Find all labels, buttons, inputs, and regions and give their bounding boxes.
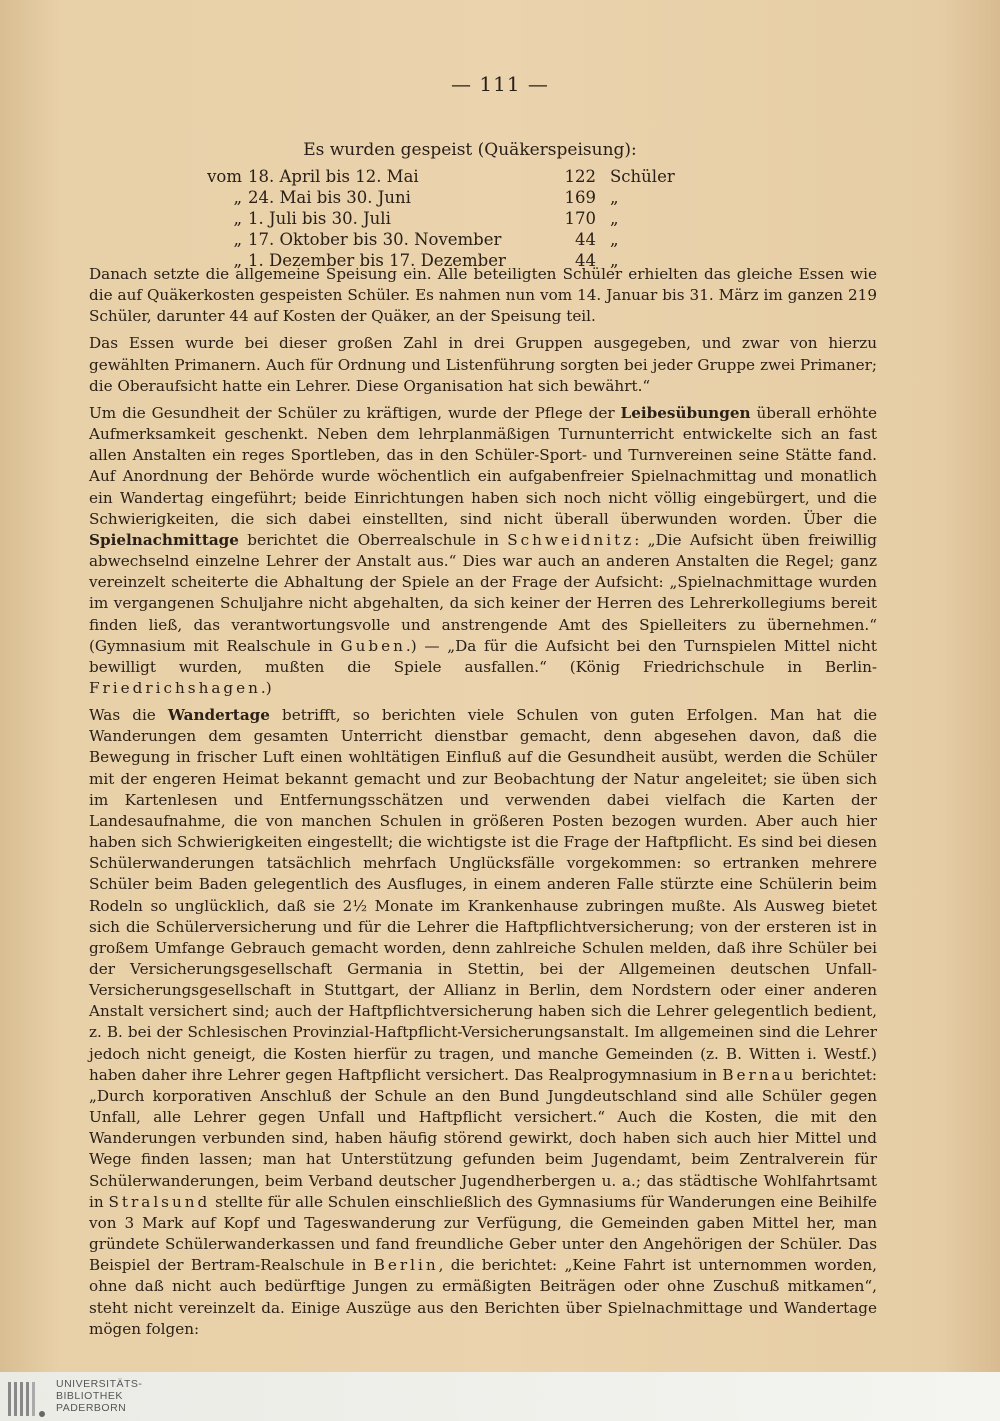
- keyword-spielnachmittage: Spielnachmittage: [89, 530, 239, 549]
- row-count: 122: [564, 167, 596, 186]
- row-unit: „: [610, 209, 619, 228]
- table-rows: [200, 166, 720, 271]
- text-run: : „Die Aufsicht üben freiwillig abwechselnd einzelne Lehrer der Anstalt aus.“ Dies war auch an anderen Anstalten die Regel; ganz vereinzelt scheiterte die Abhaltung der Spiele an der Frage der Aufsicht: „Spielnachmittage wurden im vergangenen Schuljahre nicht abgehalten, da sich keiner der Herren des Lehrerkollegiums bereit finden ließ, das verantwortungsvolle und anstrengende Amt des Spielleiters zu übernehmen.“ (Gymnasium mit Realschule in: [89, 530, 877, 655]
- row-period: 1. Juli bis 30. Juli: [248, 209, 391, 228]
- table-row: [200, 187, 720, 208]
- paragraph: [89, 705, 877, 1340]
- text-run: Was die: [89, 706, 168, 725]
- row-period: 24. Mai bis 30. Juni: [248, 188, 411, 207]
- text-run: .): [260, 678, 272, 697]
- row-prefix: vom: [207, 167, 242, 186]
- row-prefix: „: [233, 209, 242, 228]
- paragraph: [89, 403, 877, 699]
- page-number: — 111 —: [451, 72, 549, 96]
- row-prefix: „: [233, 251, 242, 270]
- row-count: 169: [564, 188, 596, 207]
- row-count: 44: [575, 251, 596, 270]
- text-run: stellte für alle Schulen einschließlich des Gymnasiums für Wanderungen eine Beihilfe von 3 Mark auf Kopf und Tageswanderung zur Verfügung, die Gemeinden gaben Mittel her, man gründete Schülerwanderkassen und fand freundliche Geber unter den Angehörigen der Schüler. Das Beispiel der Bertram-Realschule in: [89, 1192, 878, 1275]
- logo-line: BIBLIOTHEK: [56, 1390, 123, 1402]
- place-berlin: Berlin: [373, 1256, 439, 1275]
- row-count: 44: [575, 230, 596, 249]
- text-run: berichtet: „Durch korporativen Anschluß der Schule an den Bund Jungdeutschland sind alle Schüler gegen Unfall, alle Lehrer gegen Unfall und Haftpflicht versichert.“ Auch die Kosten, die mit den Wanderungen verbunden sind, haben häufig störend gewirkt, doch haben sich auch hier Mittel und Wege finden lassen; man hat Unterstützung gefunden beim Jugendamt, beim Zentralverein für Schülerwanderungen, beim Verband deutscher Jugendherbergen u. a.; das städtische Wohlfahrtsamt in: [89, 1065, 877, 1211]
- text-run: berichtet die Oberrealschule in: [238, 530, 508, 549]
- text-run: überall erhöhte Aufmerksamkeit geschenkt. Neben dem lehrplanmäßigen Turnunterricht entwickelte sich an fast allen Anstalten ein reges Sportleben, das in den Schüler-Sport- und Turnvereinen seine Stätte fand. Auf Anordnung der Behörde wurde wöchentlich ein aufgabenfreier Spielnachmittag und monatlich ein Wandertag eingeführt; beide Einrichtungen haben sich noch nicht völlig eingebürgert, und die Schwierigkeiten, die sich dabei einstellten, sind nicht überall überwunden worden. Über die: [89, 403, 877, 528]
- row-period: 18. April bis 12. Mai: [248, 167, 419, 186]
- text-run: betrifft, so berichten viele Schulen von guten Erfolgen. Man hat die Wanderungen dem gesamten Unterricht dienstbar gemacht, denn abgesehen davon, daß die Bewegung in frischer Luft einen wohltätigen Einfluß auf die Gesundheit ausübt, werden die Schüler mit der engeren Heimat bekannt gemacht und zur Beobachtung der Natur angeleitet; sie üben sich im Kartenlesen und Entfernungsschätzen und verwenden dabei vielfach die Karten der Landesaufnahme, die von manchen Schulen in größeren Posten bezogen wurden. Aber auch hier haben sich Schwierigkeiten eingestellt; die wichtigste ist die Frage der Haftpflicht. Es sind bei diesen Schülerwanderungen tatsächlich mehrfach Unglücksfälle vorgekommen: so ertranken mehrere Schüler beim Baden gelegentlich des Ausfluges, in einem anderen Falle stürzte eine Schülerin beim Rodeln so unglücklich, daß sie 2½ Monate im Krankenhause zubringen mußte. Als Ausweg bietet sich die Schülerversicherung und für die Lehrer die Haftpflichtversicherung; von der ersteren ist in großem Umfange Gebrauch gemacht worden, denn zahlreiche Schulen melden, daß ihre Schüler bei der Versicherungsgesellschaft Germania in Stettin, bei der Allgemeinen deutschen Unfall-Versicherungsgesellschaft in Stuttgart, der Allianz in Berlin, dem Nordstern oder einer anderen Anstalt versichert sind; auch der Haftpflichtversicherung haben sich die Lehrer gelegentlich bedient, z. B. bei der Schlesischen Provinzial-Haftpflicht-Versicherungsanstalt. Im allgemeinen sind die Lehrer jedoch nicht geneigt, die Kosten hierfür zu tragen, und manche Gemeinden (z. B. Witten i. Westf.) haben daher ihre Lehrer gegen Haftpflicht versichert. Das Realprogymnasium in: [89, 706, 877, 1084]
- table-row: [200, 229, 720, 250]
- row-unit: „: [610, 188, 619, 207]
- text-run: .) — „Da für die Aufsicht bei den Turnspielen Mittel nicht bewilligt wurden, mußten die Spiele ausfallen.“ (König Friedrichschule in Berlin-: [89, 636, 877, 676]
- logo-line: PADERBORN: [56, 1402, 127, 1414]
- paragraph: Danach setzte die allgemeine Speisung ein. Alle beteiligten Schüler erhielten das gleiche Essen wie die auf Quäkerkosten gespeisten Schüler. Es nahmen nun vom 14. Januar bis 31. März im ganzen 219 Schüler, darunter 44 auf Kosten der Quäker, an der Speisung teil.: [89, 265, 877, 326]
- row-period: 17. Oktober bis 30. November: [248, 230, 502, 249]
- place-friedrichshagen: Friedrichshagen: [89, 678, 261, 697]
- place-stralsund: Stralsund: [108, 1192, 211, 1211]
- row-unit: Schüler: [610, 167, 675, 186]
- place-guben: Guben: [340, 636, 406, 655]
- table-row: [200, 208, 720, 229]
- feeding-table: [200, 140, 720, 271]
- library-logo-text: [56, 1378, 142, 1414]
- keyword-wandertage: Wandertage: [167, 706, 270, 725]
- row-unit: „: [610, 251, 619, 270]
- text-run: , die berichtet: „Keine Fahrt ist unternommen worden, ohne daß nicht auch bedürftige Jungen zu ermäßigten Beiträgen oder ohne Zuschuß mitkamen“, steht nicht vereinzelt da. Einige Auszüge aus den Berichten über Spielnachmittage und Wandertage mögen folgen:: [89, 1256, 877, 1338]
- row-period: 1. Dezember bis 17. Dezember: [248, 251, 506, 270]
- library-logo-icon: [6, 1376, 48, 1420]
- row-count: 170: [564, 209, 596, 228]
- row-prefix: „: [233, 188, 242, 207]
- keyword-leibesuebungen: Leibesübungen: [620, 403, 751, 422]
- table-row: [200, 166, 720, 187]
- place-bernau: Bernau: [722, 1065, 797, 1084]
- row-prefix: „: [233, 230, 242, 249]
- row-unit: „: [610, 230, 619, 249]
- text-run: Um die Gesundheit der Schüler zu kräftigen, wurde der Pflege der: [89, 403, 621, 422]
- logo-line: UNIVERSITÄTS-: [56, 1378, 143, 1390]
- table-caption: Es wurden gespeist (Quäkerspeisung):: [303, 140, 637, 160]
- body-text: [89, 264, 877, 1340]
- library-watermark-bar: [0, 1372, 1000, 1421]
- paragraph: Das Essen wurde bei dieser großen Zahl in drei Gruppen ausgegeben, und zwar von hierzu gewählten Primanern. Auch für Ordnung und Listenführung sorgten bei jeder Gruppe zwei Primaner; die Oberaufsicht hatte ein Lehrer. Diese Organisation hat sich bewährt.“: [89, 334, 877, 395]
- place-schweidnitz: Schweidnitz: [507, 530, 635, 549]
